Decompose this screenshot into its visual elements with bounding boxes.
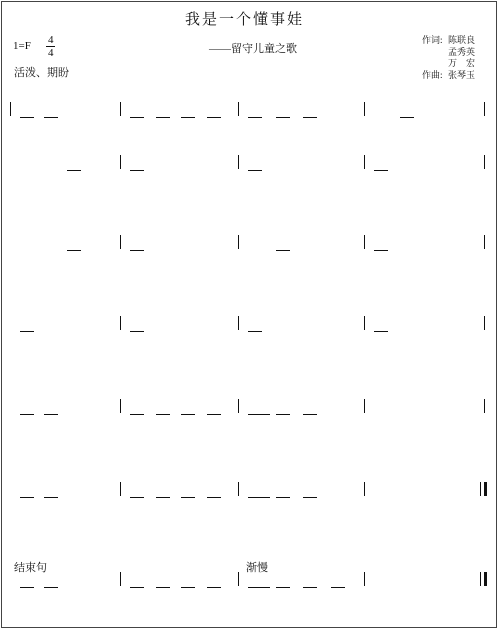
beam-underline [248, 117, 262, 118]
lyricist-1: 陈联良 [448, 35, 476, 45]
barline [238, 399, 239, 413]
barline [120, 102, 121, 116]
time-signature-top: 4 [48, 34, 54, 46]
beam-underline [67, 250, 81, 251]
beam-underline [156, 587, 170, 588]
beam-underline [44, 497, 58, 498]
barline [238, 235, 239, 249]
beam-underline [20, 117, 34, 118]
beam-underline [207, 117, 221, 118]
beam-underline [276, 250, 290, 251]
beam-underline [248, 497, 270, 498]
barline [120, 235, 121, 249]
beam-underline [303, 587, 317, 588]
beam-underline [276, 117, 290, 118]
barline [238, 482, 239, 496]
barline [238, 572, 239, 586]
barline [484, 572, 487, 586]
barline [120, 482, 121, 496]
beam-underline [156, 414, 170, 415]
lyricist-3: 万 宏 [448, 58, 476, 68]
beam-underline [181, 117, 195, 118]
beam-underline [130, 414, 144, 415]
barline [484, 482, 487, 496]
beam-underline [207, 414, 221, 415]
barline [484, 102, 485, 116]
barline [364, 235, 365, 249]
beam-underline [44, 414, 58, 415]
beam-underline [248, 331, 262, 332]
beam-underline [156, 117, 170, 118]
beam-underline [181, 587, 195, 588]
barline [238, 316, 239, 330]
lyricist-2: 孟秀英 [448, 47, 476, 57]
beam-underline [181, 497, 195, 498]
beam-underline [248, 414, 270, 415]
beam-underline [156, 497, 170, 498]
tempo-marking: 活泼、期盼 [14, 67, 69, 79]
beam-underline [130, 497, 144, 498]
beam-underline [374, 170, 388, 171]
barline [364, 399, 365, 413]
beam-underline [276, 587, 290, 588]
barline [484, 155, 485, 169]
beam-underline [374, 250, 388, 251]
beam-underline [303, 497, 317, 498]
beam-underline [130, 331, 144, 332]
barline [120, 316, 121, 330]
composer: 张琴玉 [448, 70, 476, 80]
beam-underline [20, 497, 34, 498]
beam-underline [207, 587, 221, 588]
barline [238, 102, 239, 116]
barline [364, 102, 365, 116]
lyricist-label: 作词: [422, 35, 443, 45]
barline [484, 399, 485, 413]
ending-marking: 结束句 [14, 562, 47, 574]
barline [364, 316, 365, 330]
barline [364, 155, 365, 169]
beam-underline [248, 587, 270, 588]
ritardando-marking: 渐慢 [246, 562, 268, 574]
beam-underline [248, 170, 262, 171]
beam-underline [130, 587, 144, 588]
beam-underline [303, 414, 317, 415]
beam-underline [207, 497, 221, 498]
beam-underline [44, 587, 58, 588]
barline [238, 155, 239, 169]
song-title: 我是一个懂事娃 [185, 12, 305, 28]
barline [120, 572, 121, 586]
barline [364, 482, 365, 496]
beam-underline [400, 117, 414, 118]
key-signature: 1=F [13, 40, 31, 52]
beam-underline [276, 497, 290, 498]
barline [480, 482, 481, 496]
beam-underline [67, 170, 81, 171]
beam-underline [181, 414, 195, 415]
barline [484, 316, 485, 330]
beam-underline [20, 587, 34, 588]
composer-label: 作曲: [422, 70, 443, 80]
beam-underline [374, 331, 388, 332]
barline [364, 572, 365, 586]
beam-underline [44, 117, 58, 118]
beam-underline [130, 117, 144, 118]
barline [484, 235, 485, 249]
barline [10, 102, 11, 116]
beam-underline [130, 250, 144, 251]
beam-underline [20, 331, 34, 332]
beam-underline [130, 170, 144, 171]
song-subtitle: ——留守儿童之歌 [209, 43, 297, 55]
beam-underline [303, 117, 317, 118]
barline [120, 399, 121, 413]
barline [120, 155, 121, 169]
beam-underline [276, 414, 290, 415]
beam-underline [20, 414, 34, 415]
score-sheet [1, 1, 497, 628]
time-signature-bottom: 4 [48, 47, 54, 59]
barline [480, 572, 481, 586]
beam-underline [331, 587, 345, 588]
